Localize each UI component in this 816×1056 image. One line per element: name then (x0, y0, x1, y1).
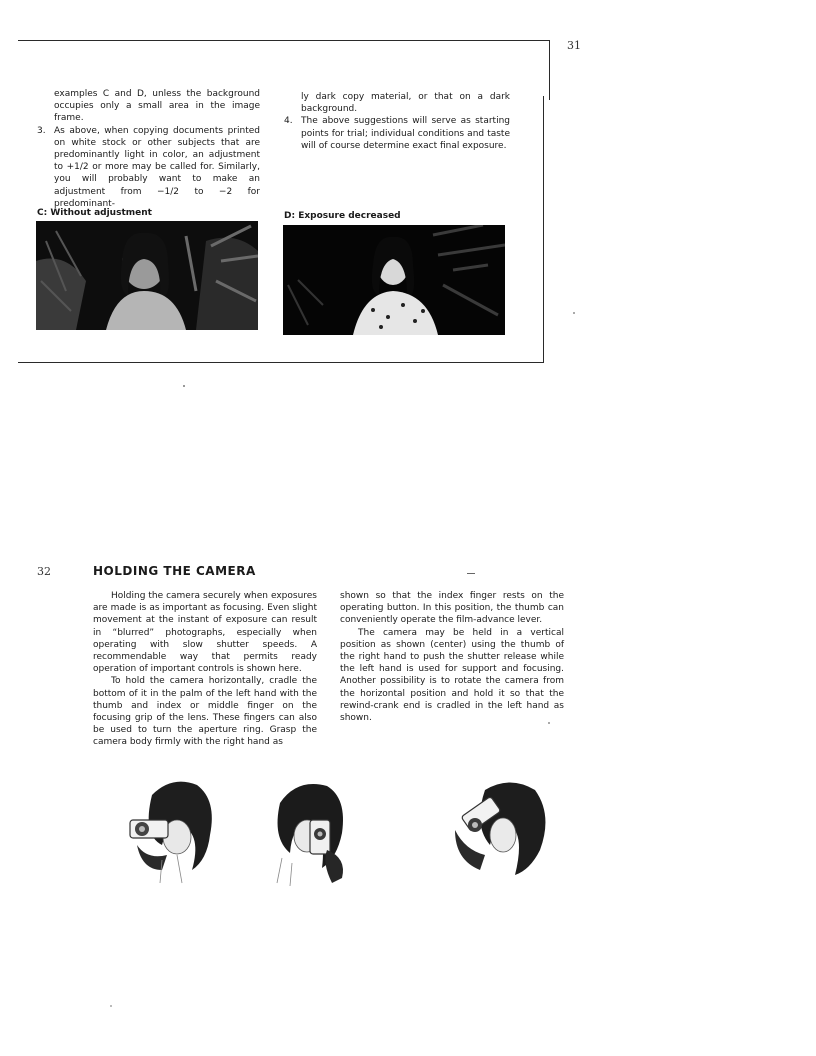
item-4-text: The above suggestions will serve as starting points for trial; individual conditions and taste will of course determine exact final exposure. (301, 116, 510, 151)
photo-d-image (283, 225, 505, 335)
holding-para-4: The camera may be held in a vertical position as shown (center) using the thumb of the right hand to push the shutter release while the left hand is used for support and focusing. Another possibility is to rotate the camera from the horizontal position and hold it so that the rewind-crank end is cradled in the left hand as shown. (340, 627, 564, 724)
right-border-line-lower (543, 96, 544, 363)
page-number-31: 31 (567, 39, 581, 52)
bottom-right-column (340, 590, 564, 724)
horizontal-hold-image (122, 775, 222, 885)
figure-horizontal-hold (122, 775, 222, 885)
photo-c-without-adjustment (36, 221, 258, 330)
scan-speck (573, 312, 575, 314)
top-left-column (37, 88, 260, 210)
caption-d: D: Exposure decreased (284, 211, 401, 221)
photo-c-image (36, 221, 258, 330)
section-heading: HOLDING THE CAMERA (93, 564, 256, 578)
right-border-line (549, 40, 550, 100)
scan-speck (183, 385, 185, 387)
holding-para-2: To hold the camera horizontally, cradle the bottom of it in the palm of the left hand with the thumb and index or middle finger on the focusing grip of the lens. These fingers can also be used to turn the aperture ring. Grasp the camera body firmly with the right hand as (93, 676, 317, 748)
holding-para-1: Holding the camera securely when exposures are made is as important as focusing. Even slight movement at the instant of exposure can result in “blurred” photographs, especially when operating with slow shutter speeds. A recommendable way that permits ready operation of important controls is shown here. (93, 591, 317, 675)
top-border-line (18, 40, 550, 41)
list-item-4 (284, 115, 510, 152)
page-number-32: 32 (37, 565, 51, 578)
item-3-number: 3. (37, 125, 46, 136)
list-item-3 (37, 125, 260, 210)
bottom-border-line (18, 362, 544, 363)
top-right-column (284, 91, 510, 152)
photo-d-exposure-decreased (283, 225, 505, 335)
figure-rotated-hold (445, 775, 555, 885)
holding-para-3: shown so that the index finger rests on the operating button. In this position, the thumb can conveniently operate the film-advance lever. (340, 591, 564, 626)
right-continuation: ly dark copy material, or that on a dark background. (301, 92, 510, 115)
left-continuation: examples C and D, unless the background occupies only a small area in the image frame. (54, 89, 260, 124)
caption-c: C: Without adjustment (37, 208, 152, 218)
item-4-number: 4. (284, 116, 293, 127)
figure-vertical-hold (262, 778, 362, 888)
bottom-left-column (93, 590, 317, 749)
scan-speck (548, 722, 550, 724)
rotated-hold-image (445, 775, 555, 885)
item-3-text: As above, when copying documents printed on white stock or other subjects that are predominantly light in color, an adjustment to +1/2 or more may be called for. Similarly, you will probably want to make an adjustment from −1/2 to −2 for predominant- (54, 125, 260, 209)
heading-dash (467, 573, 475, 574)
vertical-hold-image (262, 778, 362, 888)
scan-speck (110, 1005, 112, 1007)
